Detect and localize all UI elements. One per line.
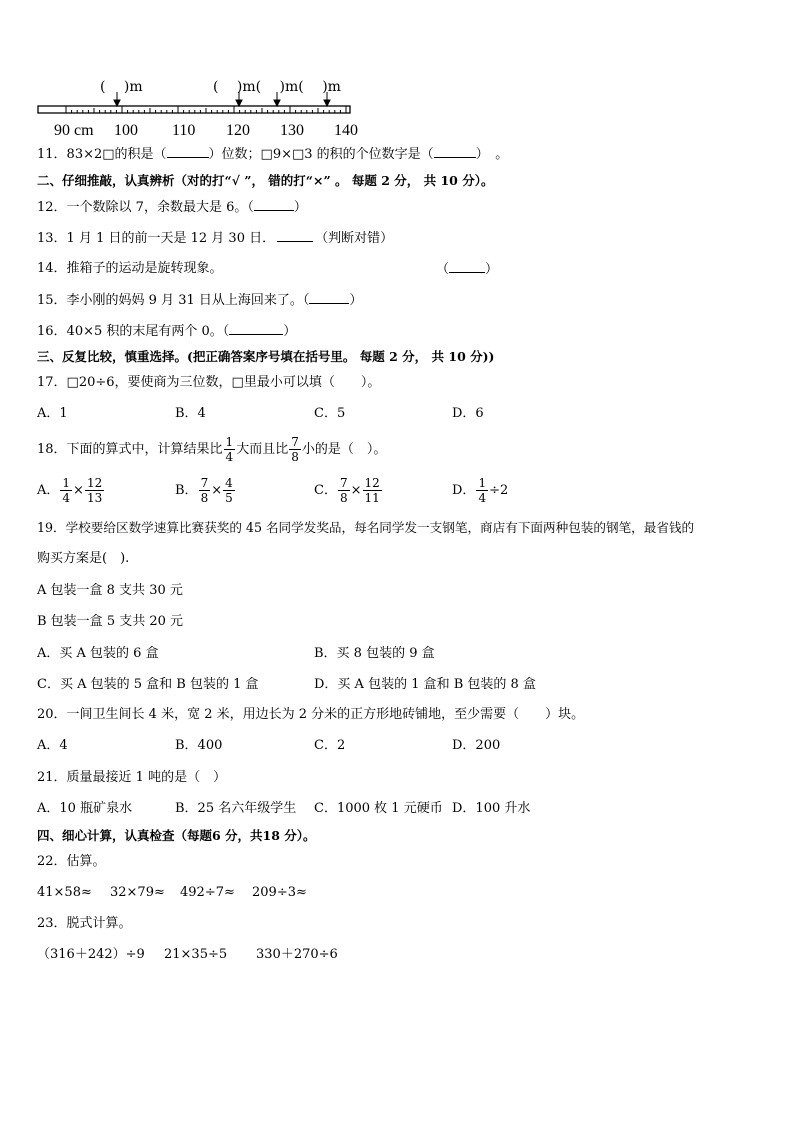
q21-option-d[interactable]: D．100 升水 xyxy=(452,801,531,816)
section-3-heading: 三、反复比较，慎重选择。(把正确答案序号填在括号里。 每题 2 分， 共 10 分)) xyxy=(37,349,495,364)
q22-item-3: 492÷7≈ xyxy=(180,885,235,900)
q23-item-2: 21×35÷5 xyxy=(164,947,228,962)
ruler-ticks xyxy=(66,106,346,113)
q19-option-c[interactable]: C．买 A 包装的 5 盒和 B 包装的 1 盒 xyxy=(37,677,259,692)
question-11 xyxy=(37,145,508,164)
q14-paren-right: ） xyxy=(485,262,499,277)
q19-option-a[interactable]: A．买 A 包装的 6 盒 xyxy=(37,646,159,661)
question-19-line-1: 19．学校要给区数学速算比赛获奖的 45 名同学发奖品，每名同学发一支钢笔，商店有下面两种包装的钢笔，最省钱的 xyxy=(37,520,695,535)
q19-package-b: B 包装一盒 5 支共 20 元 xyxy=(37,614,184,629)
q15-blank[interactable] xyxy=(309,291,349,304)
q20-option-a[interactable]: A．4 xyxy=(37,738,68,753)
q16-text: 16．40×5 积的末尾有两个 0。（ xyxy=(37,324,230,339)
q17-option-b[interactable]: B．4 xyxy=(175,406,206,421)
q17-option-d[interactable]: D．6 xyxy=(452,406,484,421)
q13-tail: （判断对错） xyxy=(315,231,394,246)
ruler-tick-label-140: 140 xyxy=(334,122,358,139)
question-17: 17．□20÷6，要使商为三位数，□里最小可以填（ ）。 xyxy=(37,375,381,390)
ruler-blank-1: ( )m xyxy=(100,79,143,95)
q22-item-1: 41×58≈ xyxy=(37,885,92,900)
q22-item-2: 32×79≈ xyxy=(110,885,165,900)
q20-option-c[interactable]: C．2 xyxy=(314,738,346,753)
q23-item-3: 330＋270÷6 xyxy=(256,947,338,962)
q13-blank[interactable] xyxy=(277,229,313,242)
question-16 xyxy=(37,322,296,341)
question-19-line-2: 购买方案是( ). xyxy=(37,551,130,566)
question-13 xyxy=(37,229,393,248)
q18-option-d[interactable]: D． $\frac{1}{4}$ ÷2 xyxy=(452,476,509,505)
q17-option-c[interactable]: C．5 xyxy=(314,406,346,421)
ruler-body xyxy=(38,106,350,113)
q11-number: 11． xyxy=(37,147,67,162)
q21-option-a[interactable]: A．10 瓶矿泉水 xyxy=(37,801,133,816)
q18-prefix: 18．下面的算式中，计算结果比 xyxy=(37,442,223,457)
q22-item-4: 209÷3≈ xyxy=(252,885,307,900)
q11-text-b: ）位数；□9×□3 的积的个位数字是（ xyxy=(208,147,434,162)
q11-blank-1[interactable] xyxy=(167,145,209,158)
ruler-tick-label-100: 100 xyxy=(114,122,138,139)
q21-option-b[interactable]: B．25 名六年级学生 xyxy=(175,801,297,816)
question-18 xyxy=(37,432,386,468)
q18-fraction-1: $\frac{1}{4}$ xyxy=(225,435,234,464)
q14-text: 14．推箱子的运动是旋转现象。 xyxy=(37,261,223,276)
question-15 xyxy=(37,291,362,310)
q19-option-b[interactable]: B．买 8 包装的 9 盒 xyxy=(314,646,435,661)
question-12 xyxy=(37,198,307,217)
q11-text-c: ） 。 xyxy=(475,147,509,162)
q20-option-b[interactable]: B．400 xyxy=(175,738,223,753)
q14-paren-left: （ xyxy=(436,262,450,277)
question-14 xyxy=(37,260,223,278)
ruler-tick-label-90: 90 cm xyxy=(54,122,94,139)
q16-blank[interactable] xyxy=(229,322,283,335)
q17-option-a[interactable]: A．1 xyxy=(37,406,68,421)
q18-option-b[interactable]: B． $\frac{7}{8}$ × $\frac{4}{5}$ xyxy=(175,476,233,505)
q18-mid: 大而且比 xyxy=(236,442,289,457)
q14-answer xyxy=(436,260,498,279)
ruler-tick-label-120: 120 xyxy=(226,122,250,139)
q20-option-d[interactable]: D．200 xyxy=(452,738,501,753)
q19-package-a: A 包装一盒 8 支共 30 元 xyxy=(37,583,183,598)
q14-blank[interactable] xyxy=(449,260,485,273)
question-22: 22．估算。 xyxy=(37,854,106,869)
q11-blank-2[interactable] xyxy=(434,145,476,158)
q18-fraction-2: $\frac{7}{8}$ xyxy=(291,435,299,464)
q16-tail: ） xyxy=(283,324,297,339)
section-4-heading: 四、细心计算，认真检查（每题6 分，共18 分）。 xyxy=(37,828,316,843)
q15-text: 15．李小刚的妈妈 9 月 31 日从上海回来了。（ xyxy=(37,293,310,308)
ruler-tick-label-130: 130 xyxy=(280,122,304,139)
question-23: 23．脱式计算。 xyxy=(37,916,132,931)
q23-item-1: （316＋242）÷9 xyxy=(37,947,145,962)
question-21: 21．质量最接近 1 吨的是（ ） xyxy=(37,770,227,785)
q21-option-c[interactable]: C．1000 枚 1 元硬币 xyxy=(314,801,443,816)
q18-option-a[interactable]: A． $\frac{1}{4}$ × $\frac{12}{13}$ xyxy=(37,476,103,505)
q12-tail: ） xyxy=(293,200,307,215)
section-2-heading: 二、仔细推敲，认真辨析（对的打“√ ”， 错的打“×” 。 每题 2 分， 共 10 分）。 xyxy=(37,173,494,188)
q18-option-c[interactable]: C． $\frac{7}{8}$ × $\frac{12}{11}$ xyxy=(314,476,380,505)
q13-text: 13．1 月 1 日的前一天是 12 月 30 日． xyxy=(37,231,276,246)
ruler-tick-label-110: 110 xyxy=(172,122,196,139)
q12-blank[interactable] xyxy=(254,198,294,211)
q11-text-a: 83×2□的积是（ xyxy=(66,147,167,162)
question-20: 20．一间卫生间长 4 米，宽 2 米，用边长为 2 分米的正方形地砖铺地，至少需要（ ）块。 xyxy=(37,707,585,722)
q12-text: 12．一个数除以 7，余数最大是 6。（ xyxy=(37,200,254,215)
q19-option-d[interactable]: D．买 A 包装的 1 盒和 B 包装的 8 盒 xyxy=(314,677,536,692)
q15-tail: ） xyxy=(349,293,363,308)
q18-suffix: 小的是（ ）。 xyxy=(301,442,387,457)
ruler-blank-2: ( )m( )m( )m xyxy=(213,79,341,95)
